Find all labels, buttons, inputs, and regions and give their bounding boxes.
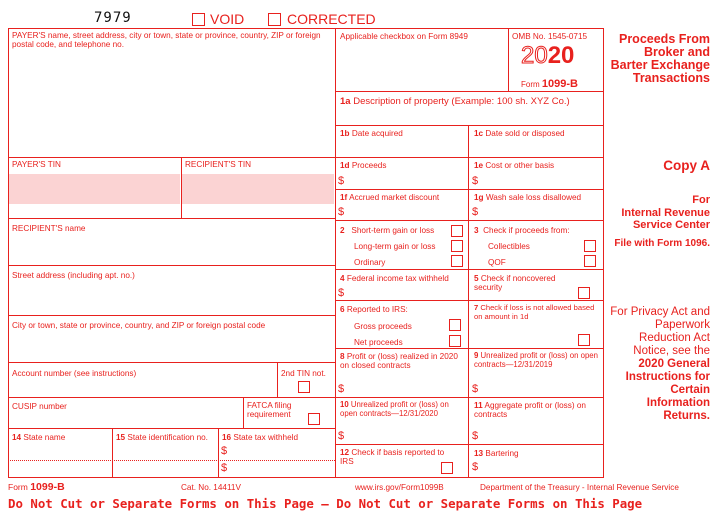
street-address-field[interactable] — [9, 283, 334, 314]
box1g-dollar: $ — [472, 206, 479, 218]
box14-label: 14 State name — [12, 433, 66, 442]
do-not-cut-warning: Do Not Cut or Separate Forms on This Page — Do Not Cut or Separate Forms on This Page — [8, 496, 643, 511]
copy-for-label: For — [692, 194, 710, 206]
privacy-notice: For Privacy Act and Paperwork Reduction Act Notice, see the — [610, 306, 710, 357]
footer-form-id: Form 1099-B — [8, 481, 65, 493]
box2-ordinary-checkbox[interactable] — [451, 255, 463, 267]
applicable-checkbox-label: Applicable checkbox on Form 8949 — [340, 32, 468, 41]
fatca-label: FATCA filing requirement — [247, 401, 292, 420]
box6-net-label: Net proceeds — [354, 338, 403, 347]
box7-label: 7 Check if loss is not allowed based on amount in 1d — [474, 303, 595, 321]
payer-tin-field[interactable] — [9, 174, 180, 204]
box6-net-checkbox[interactable] — [449, 335, 461, 347]
box9-label: 9 Unrealized profit or (loss) on open contracts—12/31/2019 — [474, 351, 598, 369]
box3-qof-label: QOF — [488, 258, 506, 267]
box8-label: 8 Profit or (loss) realized in 2020 on closed contracts — [340, 352, 458, 371]
box7-checkbox[interactable] — [578, 334, 590, 346]
city-state-field[interactable] — [9, 333, 334, 361]
footer-department: Department of the Treasury - Internal Revenue Service — [480, 483, 679, 492]
box3-collectibles-label: Collectibles — [488, 242, 530, 251]
recipient-name-label: RECIPIENT'S name — [12, 224, 86, 233]
void-label: VOID — [210, 11, 245, 27]
box1a-label: 1a Description of property (Example: 100 sh. XYZ Co.) — [340, 96, 570, 107]
copy-label: Copy A — [663, 158, 710, 173]
box11-label: 11 Aggregate profit or (loss) on contracts — [474, 401, 586, 420]
box4-label: 4 Federal income tax withheld — [340, 274, 449, 283]
box6-gross-label: Gross proceeds — [354, 322, 412, 331]
box3-collectibles-checkbox[interactable] — [584, 240, 596, 252]
box10-dollar: $ — [338, 430, 345, 442]
box13-label: 13 Bartering — [474, 449, 519, 458]
recipient-name-field[interactable] — [9, 236, 334, 264]
payer-name-label: PAYER'S name, street address, city or town, state or province, country, ZIP or foreign postal code, and telephone no. — [12, 31, 321, 50]
copy-irs-label: Internal Revenue Service Center — [621, 207, 710, 232]
payer-tin-label: PAYER'S TIN — [12, 160, 61, 169]
box6-gross-checkbox[interactable] — [449, 319, 461, 331]
box9-dollar: $ — [472, 383, 479, 395]
box1e-label: 1e Cost or other basis — [474, 161, 555, 170]
omb-number: OMB No. 1545-0715 — [512, 32, 588, 41]
account-number-label: Account number (see instructions) — [12, 369, 137, 378]
form-title: Proceeds From Broker and Barter Exchange Transactions — [610, 32, 710, 86]
box1d-label: 1d Proceeds — [340, 161, 387, 170]
box5-label: 5 Check if noncovered security — [474, 274, 556, 293]
box6-label: 6 Reported to IRS: — [340, 305, 408, 314]
tax-year: 2020 — [521, 42, 575, 69]
form-id: Form 1099-B — [521, 78, 578, 90]
second-tin-label: 2nd TIN not. — [281, 369, 326, 378]
box5-checkbox[interactable] — [578, 287, 590, 299]
box1g-label: 1g Wash sale loss disallowed — [474, 193, 582, 202]
general-instructions: 2020 General Instructions for Certain Information Returns. — [625, 358, 710, 422]
box2-long-checkbox[interactable] — [451, 240, 463, 252]
box3-qof-checkbox[interactable] — [584, 255, 596, 267]
box12-label: 12 Check if basis reported to IRS — [340, 448, 445, 467]
void-checkbox[interactable] — [192, 13, 205, 26]
box16-dollar-2: $ — [221, 462, 228, 474]
box1b-label: 1b Date acquired — [340, 129, 403, 138]
box1d-dollar: $ — [338, 175, 345, 187]
box2-short-checkbox[interactable] — [451, 225, 463, 237]
second-tin-checkbox[interactable] — [298, 381, 310, 393]
street-address-label: Street address (including apt. no.) — [12, 271, 135, 280]
file-with-label: File with Form 1096. — [614, 238, 710, 249]
box2-long-label: Long-term gain or loss — [354, 242, 436, 251]
box3-label: 3 Check if proceeds from: — [474, 226, 570, 235]
box15-label: 15 State identification no. — [116, 433, 208, 442]
footer-cat-number: Cat. No. 14411V — [181, 483, 241, 492]
form-sequence-number: 7979 — [94, 10, 132, 26]
box1c-label: 1c Date sold or disposed — [474, 129, 565, 138]
box10-label: 10 Unrealized profit or (loss) on open contracts—12/31/2020 — [340, 400, 449, 418]
box1e-dollar: $ — [472, 175, 479, 187]
box12-checkbox[interactable] — [441, 462, 453, 474]
box2-ordinary-label: Ordinary — [354, 258, 386, 267]
recipient-tin-label: RECIPIENT'S TIN — [185, 160, 252, 169]
box4-dollar: $ — [338, 287, 345, 299]
fatca-checkbox[interactable] — [308, 413, 320, 425]
box8-dollar: $ — [338, 383, 345, 395]
box16-dollar-1: $ — [221, 445, 228, 457]
box16-label: 16 State tax withheld — [222, 433, 299, 442]
box11-dollar: $ — [472, 430, 479, 442]
city-state-label: City or town, state or province, country, and ZIP or foreign postal code — [12, 321, 266, 330]
recipient-tin-field[interactable] — [182, 174, 334, 204]
footer-url: www.irs.gov/Form1099B — [355, 483, 444, 492]
cusip-label: CUSIP number — [12, 402, 67, 411]
box1f-dollar: $ — [338, 206, 345, 218]
box13-dollar: $ — [472, 461, 479, 473]
box1f-label: 1f Accrued market discount — [340, 193, 440, 202]
corrected-checkbox[interactable] — [268, 13, 281, 26]
payer-name-field[interactable] — [9, 55, 334, 156]
corrected-label: CORRECTED — [287, 11, 376, 27]
box2-short-label: 2 Short-term gain or loss — [340, 226, 435, 235]
